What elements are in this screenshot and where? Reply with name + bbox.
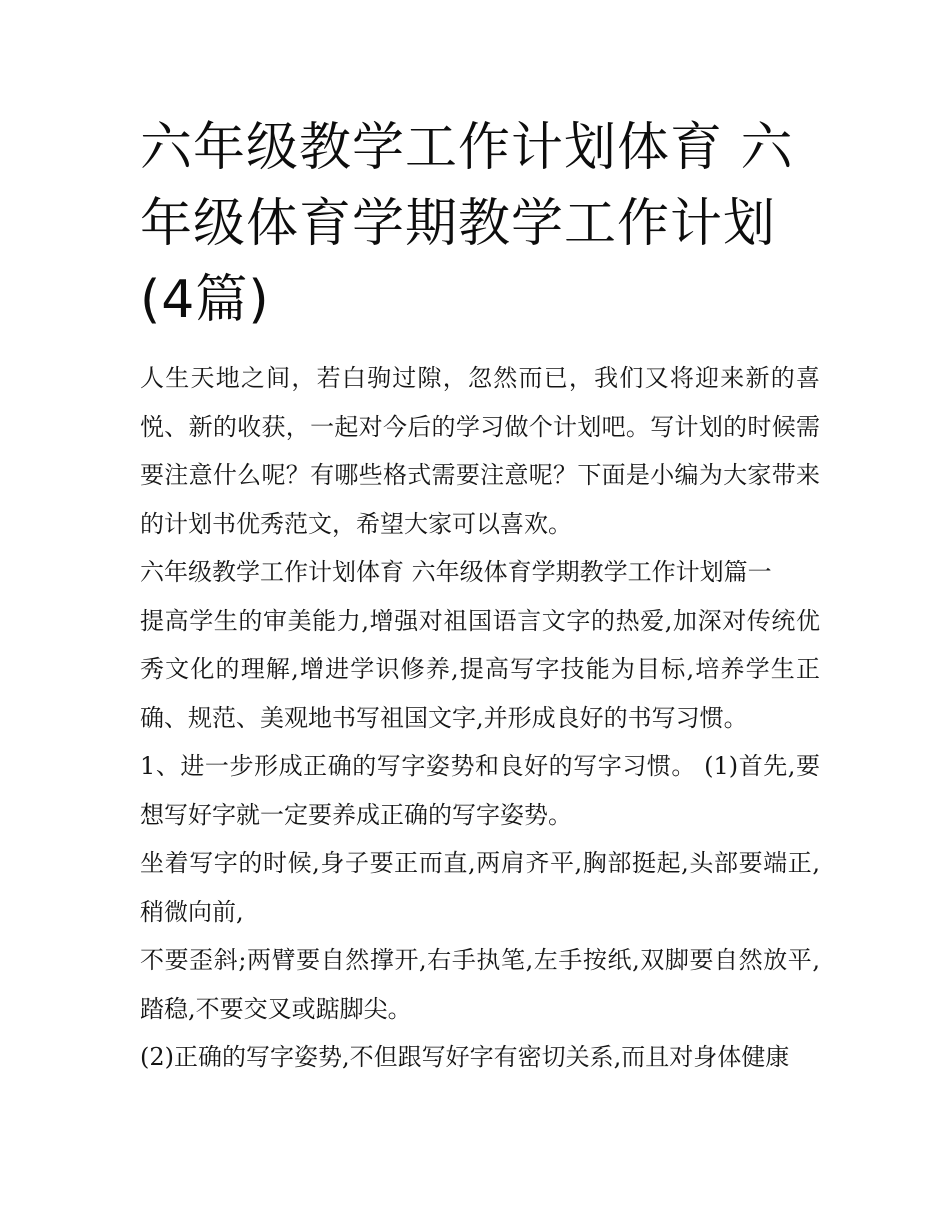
arm-posture-paragraph: 不要歪斜;两臂要自然撑开,右手执笔,左手按纸,双脚要自然放平,踏稳,不要交叉或踮脚尖。: [140, 946, 820, 1023]
health-paragraph: (2)正确的写字姿势,不但跟写好字有密切关系,而且对身体健康: [140, 1043, 790, 1071]
intro-paragraph: 人生天地之间，若白驹过隙，忽然而已，我们又将迎来新的喜悦、新的收获，一起对今后的学习做个计划吧。写计划的时候需要注意什么呢？有哪些格式需要注意呢？下面是小编为大家带来的计划书优秀范文，希望大家可以喜欢。: [140, 364, 820, 538]
document-title: 六年级教学工作计划体育 六年级体育学期教学工作计划(4篇): [140, 118, 794, 330]
posture-habit-paragraph: 1、进一步形成正确的写字姿势和良好的写字习惯。 (1)首先,要想写好字就一定要养成正确的写字姿势。: [140, 752, 820, 829]
section-heading-paragraph: 六年级教学工作计划体育 六年级体育学期教学工作计划篇一: [140, 558, 772, 586]
goal-paragraph: 提高学生的审美能力,增强对祖国语言文字的热爱,加深对传统优秀文化的理解,增进学识修养,提高写字技能为目标,培养学生正确、规范、美观地书写祖国文字,并形成良好的书写习惯。: [140, 606, 820, 732]
sitting-posture-paragraph: 坐着写字的时候,身子要正而直,两肩齐平,胸部挺起,头部要端正,稍微向前,: [140, 849, 820, 926]
document-content: [140, 110, 820, 1082]
